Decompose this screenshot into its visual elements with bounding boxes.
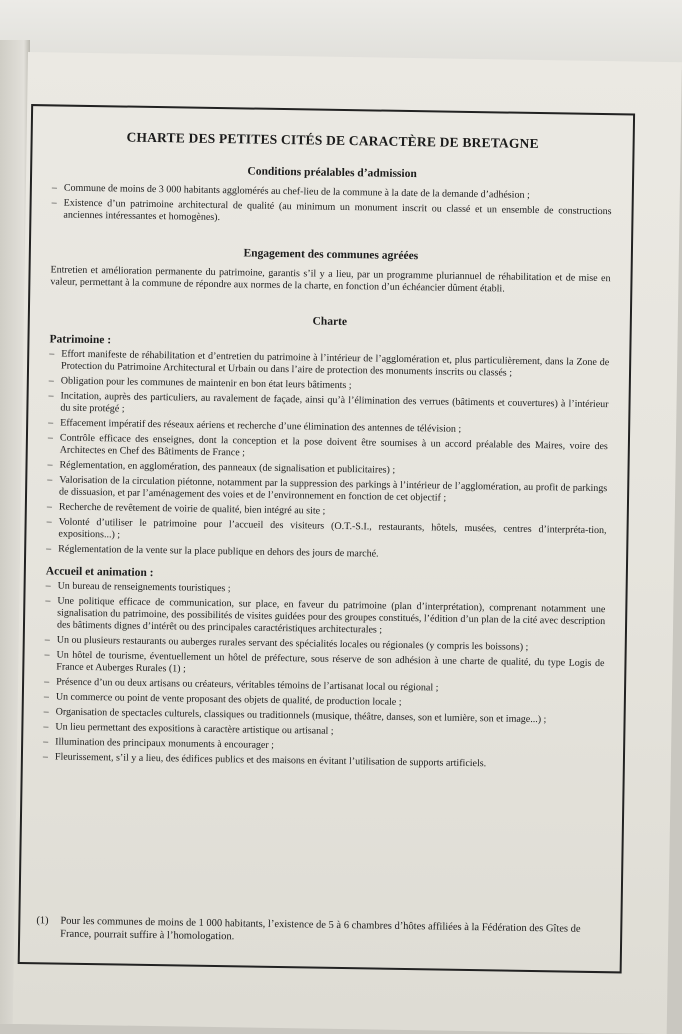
- footnote: [36, 914, 604, 949]
- list-item: – Existence d’un patrimoine architectural de qualité (au minimum un monument inscrit ou classé et un ensemble de constructions anciennes intéressantes et homogènes).: [51, 197, 611, 230]
- charte-section: [43, 311, 610, 772]
- list-item: – Incitation, auprès des particuliers, au ravalement de façade, ainsi qu’à l’élimination des verrues (bâtiments et couvertures) à l’intérieur du site protégé ;: [48, 390, 608, 423]
- list-item: – Fleurissement, s’il y a lieu, des édifices publics et des maisons en évitant l’utilisation de supports artificiels.: [43, 751, 603, 772]
- list-item: – Obligation pour les communes de maintenir en bon état leurs bâtiments ;: [49, 375, 609, 396]
- list-item: – Valorisation de la circulation piétonne, notamment par la suppression des parkings à l’intérieur de l’agglomération, au profit de parkings de dissuasion, et par l’aménagement des voies et de l’environnement en fonction de cet objectif ;: [47, 474, 607, 507]
- list-item: – Effort manifeste de réhabilitation et d’entretien du patrimoine à l’intérieur de l’agglomération et, plus particulièrement, dans la Zone de Protection du Patrimoine Architectural et Urbain ou dans l’aire de protection des monuments inscrits ou classés ;: [49, 348, 609, 381]
- list-item: – Contrôle efficace des enseignes, dont la conception et la pose doivent être soumises à un accord préalable des Maires, voire des Architectes en Chef des Bâtiments de France ;: [48, 432, 608, 465]
- footnote-mark: (1): [36, 915, 49, 927]
- list-item: – Un ou plusieurs restaurants ou auberges rurales servant des spécialités locales ou régionales (y compris les boissons) ;: [45, 634, 605, 655]
- conditions-list: [51, 182, 612, 230]
- footnote-text: Pour les communes de moins de 1 000 habitants, l’existence de 5 à 6 chambres d’hôtes affiliées à la Fédération des Gîtes de France, pourrait suffire à l’homologation.: [60, 915, 581, 943]
- accueil-list: [43, 580, 606, 772]
- list-item: – Une politique efficace de communication, sur place, en faveur du patrimoine (plan d’interprétation), comprenant notamment une signalisation du patrimoine, des possibilités de visites guidées pour des groupes constitués, l’édition d’un plan de la cité avec description des bâtiments dignes d’intérêt ou des principales caractéristiques architecturales ;: [45, 595, 605, 640]
- list-item: – Organisation de spectacles culturels, classiques ou traditionnels (musique, théâtre, danses, son et lumière, son et image...) ;: [44, 706, 604, 727]
- list-item: – Présence d’un ou deux artisans ou créateurs, véritables témoins de l’artisanat local ou régional ;: [44, 676, 604, 697]
- document-page: [13, 52, 682, 1034]
- engagement-section: [50, 244, 611, 297]
- list-item: – Un hôtel de tourisme, éventuellement un hôtel de préfecture, sous réserve de son adhésion à une charte de qualité, du type Logis de France et Auberges Rurales (1) ;: [44, 649, 604, 682]
- list-item: – Réglementation de la vente sur la place publique en dehors des jours de marché.: [46, 543, 606, 564]
- patrimoine-heading: Patrimoine :: [49, 333, 112, 347]
- conditions-section: [51, 162, 612, 230]
- engagement-heading: Engagement des communes agréées: [243, 247, 419, 263]
- charte-heading: Charte: [312, 315, 348, 329]
- charter-frame: [18, 104, 635, 973]
- list-item: – Un bureau de renseignements touristiques ;: [46, 580, 606, 601]
- list-item: – Volonté d’utiliser le patrimoine pour l’accueil des visiteurs (O.T.-S.I., restaurants, hôtels, musées, centres d’interpréta-tion, expositions...) ;: [46, 516, 606, 549]
- list-item: – Réglementation, en agglomération, des panneaux (de signalisation et publicitaires) ;: [47, 459, 607, 480]
- list-item: – Un commerce ou point de vente proposant des objets de qualité, de production locale ;: [44, 691, 604, 712]
- list-item: – Commune de moins de 3 000 habitants agglomérés au chef-lieu de la commune à la date de la demande d’adhésion ;: [52, 182, 612, 203]
- list-item: – Effacement impératif des réseaux aériens et recherche d’une élimination des antennes de télévision ;: [48, 417, 608, 438]
- patrimoine-list: [46, 348, 609, 564]
- conditions-heading: Conditions préalables d’admission: [247, 165, 417, 181]
- list-item: – Recherche de revêtement de voirie de qualité, bien intégré au site ;: [47, 501, 607, 522]
- list-item: – Un lieu permettant des expositions à caractère artistique ou artisanal ;: [43, 721, 603, 742]
- engagement-text: Entretien et amélioration permanente du patrimoine, garantis s’il y a lieu, par un programme pluriannuel de réhabilitation et de mise en valeur, permettant à la commune de répondre aux normes de la charte, en fonction d’un échéancier dûment établi.: [50, 264, 611, 295]
- document-title: CHARTE DES PETITES CITÉS DE CARACTÈRE DE BRETAGNE: [126, 129, 539, 152]
- list-item: – Illumination des principaux monuments à encourager ;: [43, 736, 603, 757]
- accueil-heading: Accueil et animation :: [45, 565, 154, 580]
